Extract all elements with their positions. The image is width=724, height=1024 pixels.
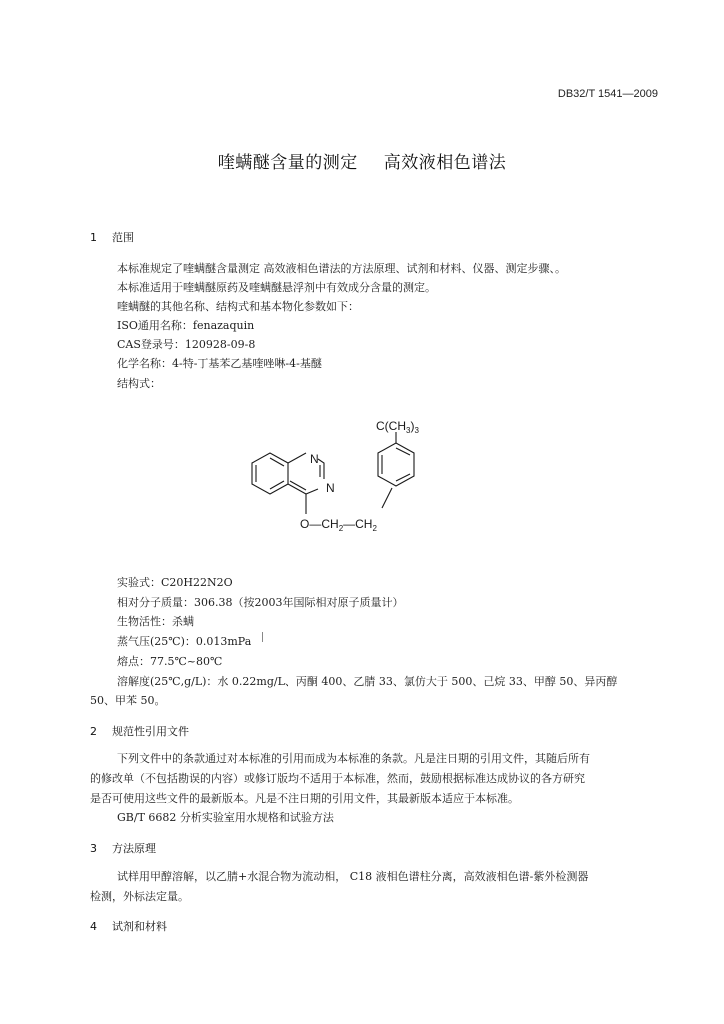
standard-code: DB32/T 1541—2009 (557, 88, 658, 100)
chemical-name: 化学名称：4-特-丁基苯乙基喹唑啉-4-基醚 (117, 357, 322, 370)
vapor-pressure: 蒸气压(25℃)：0.013mPa (117, 635, 252, 648)
normative-paragraph-line-2: 的修改单（不包括勘误的内容）或修订版均不适用于本标准，然而，鼓励根据标准达成协议的各方研究 (90, 772, 585, 785)
method-principle-line-1: 试样用甲醇溶解，以乙腈+水混合物为流动相， C18 液相色谱柱分离，高效液相色谱-紫外检测器 (117, 870, 589, 883)
cas-number: CAS登录号：120928-09-8 (117, 338, 256, 351)
molar-mass: 相对分子质量：306.38（按2003年国际相对原子质量计） (117, 596, 404, 609)
section-3-heading (90, 842, 156, 856)
benzene-ring (252, 453, 288, 494)
solubility-line-1: 溶解度(25℃,g/L)：水 0.22mg/L、丙酮 400、乙腈 33、氯仿大于 500、己烷 33、甲醇 50、异丙醇 (117, 675, 618, 688)
ethyl-linker: $O—CH_2—CH_2$ (300, 517, 377, 533)
normative-paragraph-line-1: 下列文件中的条款通过对本标准的引用而成为本标准的条款。凡是注日期的引用文件，其随后所有 (117, 752, 590, 765)
nitrogen-mid: N (326, 481, 335, 495)
structure-diagram (240, 418, 440, 548)
tbutyl-group: $C(CH_3)_3$ (376, 419, 419, 435)
section-title: 试剂和材料 (112, 920, 167, 933)
iso-name: ISO通用名称：fenazaquin (117, 319, 255, 332)
scope-paragraph-1: 本标准规定了喹螨醚含量测定 高效液相色谱法的方法原理、试剂和材料、仪器、测定步骤、。 (117, 262, 566, 275)
phenyl-ring (378, 443, 414, 486)
double-bond (290, 481, 306, 490)
ring-bond (288, 453, 306, 463)
page-title (0, 148, 724, 173)
section-4-heading (90, 920, 167, 934)
normative-paragraph-line-3: 是否可使用这些文件的最新版本。凡是不注日期的引用文件，其最新版本适应于本标准。 (90, 792, 519, 805)
quinazoline-rings (252, 432, 414, 514)
scope-paragraph-3: 喹螨醚的其他名称、结构式和基本物化参数如下： (117, 300, 359, 313)
section-number: 1 (90, 231, 97, 244)
referenced-standard: GB/T 6682 分析实验室用水规格和试验方法 (117, 811, 334, 824)
section-title: 规范性引用文件 (112, 725, 189, 738)
ring-bond (318, 459, 324, 479)
section-number: 2 (90, 725, 97, 738)
structure-label: 结构式： (117, 377, 161, 390)
scan-mark (262, 632, 263, 642)
ring-bond (288, 484, 318, 494)
bioactivity: 生物活性：杀螨 (117, 615, 194, 628)
section-number: 3 (90, 842, 97, 855)
section-number: 4 (90, 920, 97, 933)
section-title: 方法原理 (112, 842, 156, 855)
title-main: 喹螨醚含量的测定 (217, 153, 358, 173)
scope-paragraph-2: 本标准适用于喹螨醚原药及喹螨醚悬浮剂中有效成分含量的测定。 (117, 281, 436, 294)
structural-formula (240, 418, 440, 552)
section-2-heading (90, 725, 189, 739)
ethyl-bond (382, 488, 392, 508)
method-principle-line-2: 检测，外标法定量。 (90, 890, 189, 903)
title-method: 高效液相色谱法 (383, 153, 507, 173)
section-title: 范围 (112, 231, 134, 244)
solubility-line-2: 50、甲苯 50。 (90, 694, 166, 707)
nitrogen-top: N (310, 452, 319, 466)
section-1-heading (90, 231, 134, 245)
empirical-formula: 实验式：C20H22N2O (117, 576, 233, 589)
melting-point: 熔点：77.5℃~80℃ (117, 655, 223, 668)
